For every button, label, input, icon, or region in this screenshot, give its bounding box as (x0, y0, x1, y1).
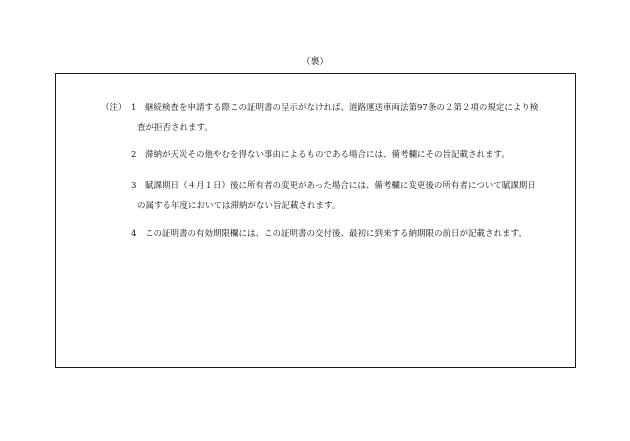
note-text-line: 滞納が天災その他やむを得ない事由によるものである場合には、備考欄にその旨記載されます。 (145, 150, 510, 160)
note-text-line: 継続検査を申請する際この証明書の呈示がなければ、道路運送車両法第97条の２第２項の規定により検 (145, 103, 539, 113)
note-text-continuation: の属する年度においては滞納がない旨記載されます。 (137, 201, 341, 211)
note-item-2 (131, 149, 510, 161)
note-text-line: 賦課期日（４月１日）後に所有者の変更があった場合には、備考欄に変更後の所有者について賦課期日 (145, 181, 536, 191)
note-text-line: この証明書の有効期限欄には、この証明書の交付後、最初に到来する納期限の前日が記載されます。 (145, 229, 527, 239)
note-item-4 (131, 228, 527, 240)
page-heading: （裏） (301, 57, 329, 67)
note-text-continuation: 査が拒否されます。 (137, 123, 213, 133)
note-number: 1 (131, 103, 137, 113)
note-item-3 (131, 180, 536, 212)
note-number: 2 (131, 150, 137, 160)
note-item-1 (131, 102, 538, 134)
notes-label: （注） (101, 103, 127, 113)
note-number: 3 (131, 181, 137, 191)
note-number: 4 (131, 229, 137, 239)
